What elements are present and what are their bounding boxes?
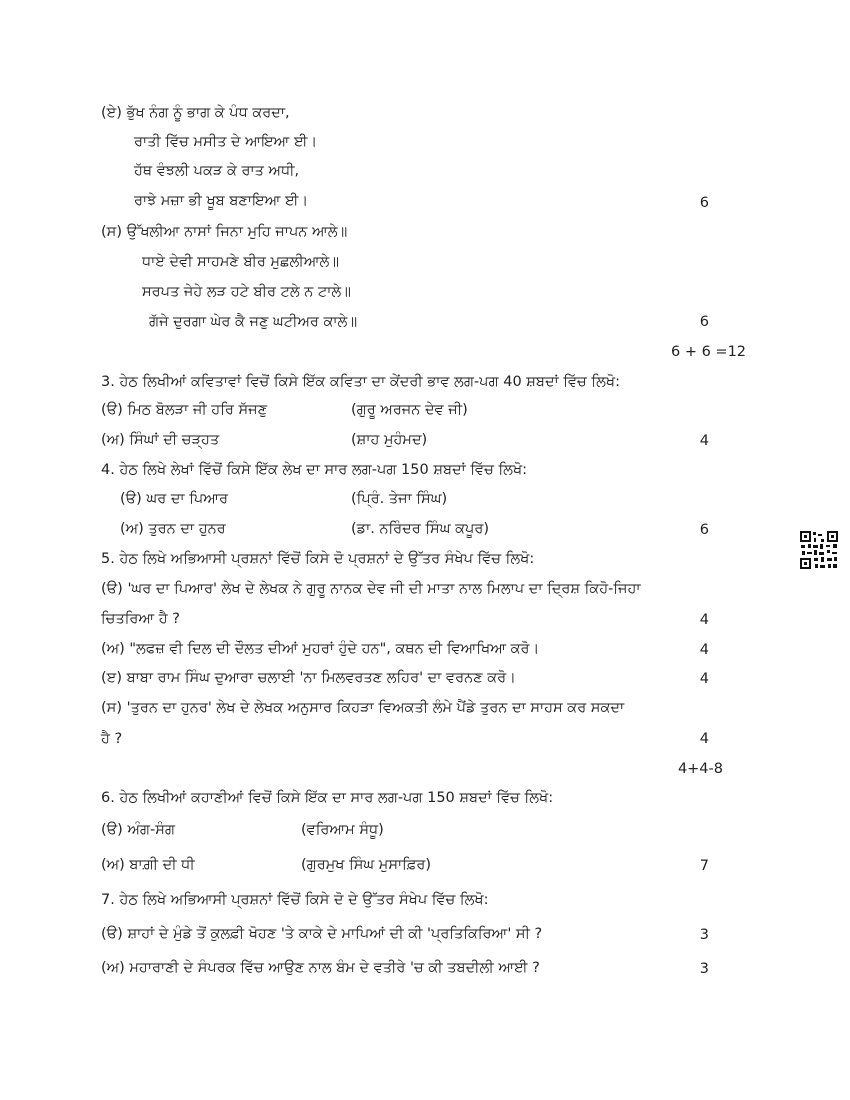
q4-question: 4. ਹੇਠ ਲਿਖੇ ਲੇਖਾਂ ਵਿੱਚੋਂ ਕਿਸੇ ਇੱਕ ਲੇਖ ਦਾ ਸਾਰ ਲਗ-ਪਗ 150 ਸ਼ਬਦਾਂ ਵਿੱਚ ਲਿਖੋ: — [101, 462, 528, 478]
q3-question: 3. ਹੇਠ ਲਿਖੀਆਂ ਕਵਿਤਾਵਾਂ ਵਿਚੋਂ ਕਿਸੇ ਇੱਕ ਕਵਿਤਾ ਦਾ ਕੇਂਦਰੀ ਭਾਵ ਲਗ-ਪਗ 40 ਸ਼ਬਦਾਂ ਵਿੱਚ ਲਿਖੋ: — [101, 374, 620, 390]
marks-q7-b: 3 — [699, 961, 709, 977]
q6-option-a-title: (ੳ) ਅੰਗ-ਸੰਗ — [101, 822, 175, 838]
marks-q5-s: 4 — [699, 731, 709, 747]
q7-b: (ਅ) ਮਹਾਰਾਣੀ ਦੇ ਸੰਪਰਕ ਵਿੱਚ ਆਉਣ ਨਾਲ ਬੰਮ ਦੇ ਵਤੀਰੇ 'ਚ ਕੀ ਤਬਦੀਲੀ ਆਈ ? — [101, 960, 540, 976]
q4-option-a-author: (ਪ੍ਰਿੰ. ਤੇਜਾ ਸਿੰਘ) — [351, 491, 448, 507]
marks-q5-total: 4+4-8 — [677, 761, 723, 777]
marks-q7-a: 3 — [699, 927, 709, 943]
poem-s-line-3: ਸਰਪਤ ਜੇਹੇ ਲੜ ਹਟੇ ਬੀਰ ਟਲੇ ਨ ਟਾਲੇ॥ — [142, 284, 351, 300]
poem-e-line-2: ਰਾਤੀ ਵਿੱਚ ਮਸੀਤ ਦੇ ਆਇਆ ਈ। — [134, 134, 318, 150]
q4-option-a-title: (ੳ) ਘਰ ਦਾ ਪਿਆਰ — [120, 491, 228, 507]
q3-option-b-title: (ਅ) ਸਿੰਘਾਂ ਦੀ ਚੜ੍ਹਤ — [101, 432, 220, 448]
q5-s-line-2: ਹੈ ? — [101, 731, 123, 747]
q5-a-line-1: (ੳ) 'ਘਰ ਦਾ ਪਿਆਰ' ਲੇਖ ਦੇ ਲੇਖਕ ਨੇ ਗੁਰੂ ਨਾਨਕ ਦੇਵ ਜੀ ਦੀ ਮਾਤਾ ਨਾਲ ਮਿਲਾਪ ਦਾ ਦ੍ਰਿਸ਼ ਕਿਹੋ-ਜਿਹਾ — [101, 581, 641, 597]
poem-s-line-2: ਧਾਏ ਦੇਵੀ ਸਾਹਮਣੇ ਬੀਰ ਮੁਛਲੀਆਲੇ॥ — [142, 254, 340, 270]
q5-e: (ੲ) ਬਾਬਾ ਰਾਮ ਸਿੰਘ ਦੁਆਰਾ ਚਲਾਈ 'ਨਾ ਮਿਲਵਰਤਣ ਲਹਿਰ' ਦਾ ਵਰਨਣ ਕਰੋ। — [101, 670, 516, 686]
marks-q6: 7 — [699, 858, 709, 874]
q5-s-line-1: (ਸ) 'ਤੁਰਨ ਦਾ ਹੁਨਰ' ਲੇਖ ਦੇ ਲੇਖਕ ਅਨੁਸਾਰ ਕਿਹੜਾ ਵਿਅਕਤੀ ਲੰਮੇ ਪੈਂਡੇ ਤੁਰਨ ਦਾ ਸਾਹਸ ਕਰ ਸਕਦਾ — [101, 700, 625, 716]
q4-option-b-author: (ਡਾ. ਨਰਿੰਦਰ ਸਿੰਘ ਕਪੂਰ) — [351, 521, 489, 537]
q3-option-a-title: (ੳ) ਮਿਠ ਬੋਲੜਾ ਜੀ ਹਰਿ ਸੱਜਣੁ — [101, 402, 268, 418]
marks-q3: 4 — [699, 433, 709, 449]
q5-question: 5. ਹੇਠ ਲਿਖੇ ਅਭਿਆਸੀ ਪ੍ਰਸ਼ਨਾਂ ਵਿੱਚੋਂ ਕਿਸੇ ਦੋ ਪ੍ਰਸ਼ਨਾਂ ਦੇ ਉੱਤਰ ਸੰਖੇਪ ਵਿੱਚ ਲਿਖੋ: — [101, 551, 535, 567]
q7-question: 7. ਹੇਠ ਲਿਖੇ ਅਭਿਆਸੀ ਪ੍ਰਸ਼ਨਾਂ ਵਿੱਚੋਂ ਕਿਸੇ ਦੋ ਦੇ ਉੱਤਰ ਸੰਖੇਪ ਵਿੱਚ ਲਿਖੋ: — [101, 892, 489, 908]
qr-code-icon — [799, 530, 839, 570]
q6-option-b-author: (ਗੁਰਮੁਖ ਸਿੰਘ ਮੁਸਾਫ਼ਿਰ) — [301, 857, 431, 873]
q5-a-line-2: ਚਿਤਰਿਆ ਹੈ ? — [101, 611, 180, 627]
q7-a: (ੳ) ਸ਼ਾਹਾਂ ਦੇ ਮੁੰਡੇ ਤੋਂ ਕੁਲਫ਼ੀ ਖੋਹਣ 'ਤੇ ਕਾਕੇ ਦੇ ਮਾਪਿਆਂ ਦੀ ਕੀ 'ਪ੍ਰਤਿਕਿਰਿਆ' ਸੀ ? — [101, 926, 543, 942]
poem-e-line-3: ਹੱਥ ਵੰਝਲੀ ਪਕੜ ਕੇ ਰਾਤ ਅਧੀ, — [134, 163, 300, 179]
poem-e-line-1: (ਏ) ਭੁੱਖ ਨੰਗ ਨੂੰ ਭਾਗ ਕੇ ਪੰਧ ਕਰਦਾ, — [101, 105, 290, 121]
poem-e-line-4: ਰਾਝੇ ਮਜ਼ਾ ਭੀ ਖੂਬ ਬਣਾਇਆ ਈ। — [134, 193, 309, 209]
q6-option-b-title: (ਅ) ਬਾਗ਼ੀ ਦੀ ਧੀ — [101, 857, 195, 873]
q4-option-b-title: (ਅ) ਤੁਰਨ ਦਾ ਹੁਨਰ — [120, 521, 226, 537]
q6-option-a-author: (ਵਰਿਆਮ ਸੰਧੂ) — [301, 822, 384, 838]
marks-q5-e: 4 — [699, 671, 709, 687]
marks-q4: 6 — [699, 522, 709, 538]
marks-poems-total: 6 + 6 =12 — [671, 344, 747, 360]
marks-q5-a: 4 — [699, 612, 709, 628]
poem-s-line-1: (ਸ) ਉੱਖਲੀਆ ਨਾਸਾਂ ਜਿਨਾ ਮੁਹਿ ਜਾਪਨ ਆਲੇ॥ — [101, 224, 348, 240]
q3-option-b-author: (ਸ਼ਾਹ ਮੁਹੰਮਦ) — [351, 432, 428, 448]
poem-s-line-4: ਗੱਜੇ ਦੁਰਗਾ ਘੇਰ ਕੈ ਜਣੁ ਘਟੀਅਰ ਕਾਲੇ॥ — [149, 314, 358, 330]
marks-q5-b: 4 — [699, 642, 709, 658]
marks-poem-s: 6 — [699, 314, 709, 330]
q5-b: (ਅ) "ਲਫਜ਼ ਵੀ ਦਿਲ ਦੀ ਦੌਲਤ ਦੀਆਂ ਮੁਹਰਾਂ ਹੁੰਦੇ ਹਨ", ਕਥਨ ਦੀ ਵਿਆਖਿਆ ਕਰੋ। — [101, 641, 540, 657]
q6-question: 6. ਹੇਠ ਲਿਖੀਆਂ ਕਹਾਣੀਆਂ ਵਿਚੋਂ ਕਿਸੇ ਇੱਕ ਦਾ ਸਾਰ ਲਗ-ਪਗ 150 ਸ਼ਬਦਾਂ ਵਿੱਚ ਲਿਖੋ: — [101, 790, 554, 806]
q3-option-a-author: (ਗੁਰੂ ਅਰਜਨ ਦੇਵ ਜੀ) — [351, 402, 468, 418]
marks-poem-e: 6 — [699, 195, 709, 211]
